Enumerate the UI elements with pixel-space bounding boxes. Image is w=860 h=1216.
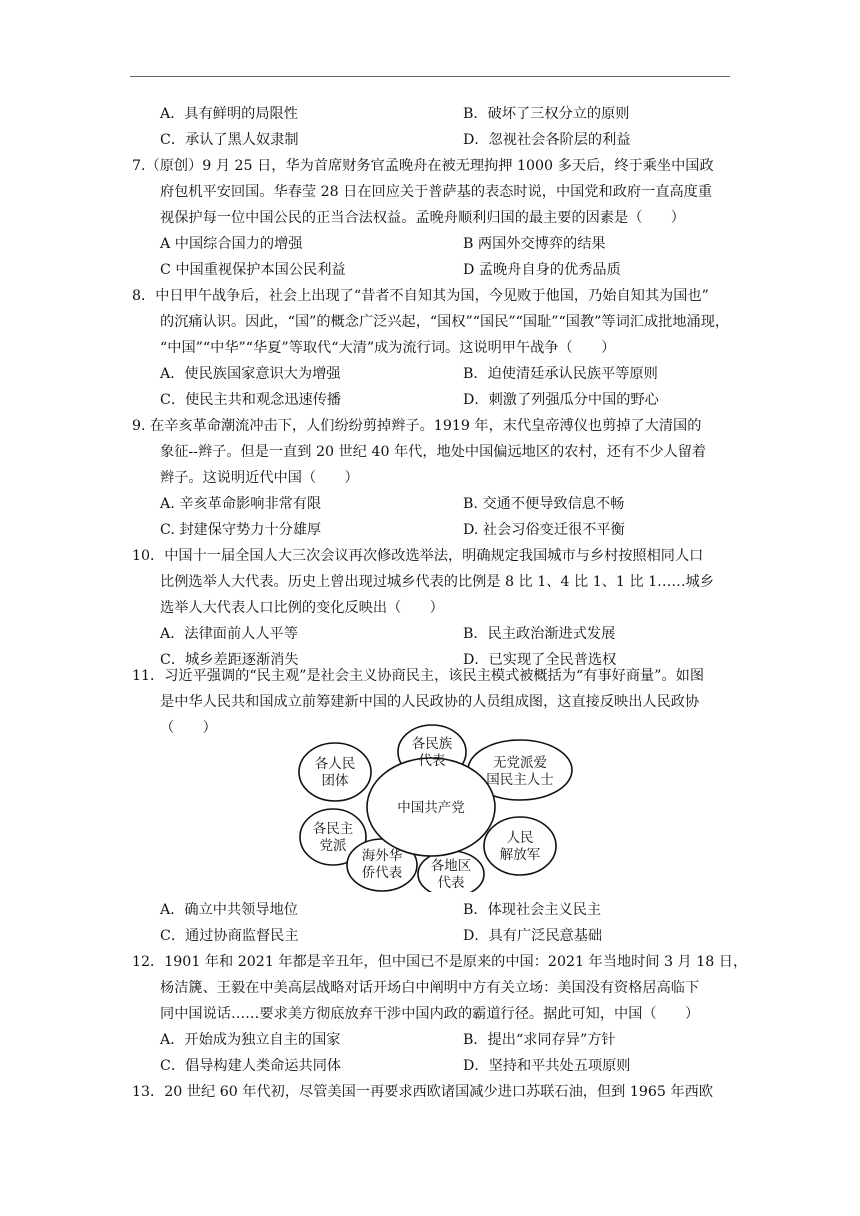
q9-option-c: C. 封建保守势力十分雄厚 — [160, 522, 322, 538]
q7-stem-line-1: 7.（原创）9 月 25 日，华为首席财务官孟晚舟在被无理拘押 1000 多天后，终于乘坐中国政 — [132, 158, 714, 174]
node-label-5b: 解放军 — [499, 847, 541, 863]
node-label-7a: 各地区 — [430, 858, 472, 874]
node-label-6a: 海外华 — [361, 848, 403, 864]
q10-stem-line-3: 选举人大代表人口比例的变化反映出（ ） — [160, 600, 444, 616]
q11-option-d: D．具有广泛民意基础 — [463, 928, 603, 944]
q12-stem-line-2: 杨洁篪、王毅在中美高层战略对话开场白中阐明中方有关立场：美国没有资格居高临下 — [160, 980, 700, 996]
q7-option-b: B 两国外交博弈的结果 — [463, 236, 606, 252]
q11-stem-line-3: （ ） — [160, 720, 217, 736]
q8-option-c: C．使民主共和观念迅速传播 — [160, 392, 342, 408]
q6-option-b: B．破坏了三权分立的原则 — [463, 106, 630, 122]
q9-stem-line-1: 9. 在辛亥革命潮流冲击下，人们纷纷剪掉辫子。1919 年，末代皇帝溥仪也剪掉了大清国的 — [132, 418, 702, 434]
q10-option-b: B．民主政治渐进式发展 — [463, 626, 616, 642]
q6-option-a: A．具有鲜明的局限性 — [160, 106, 298, 122]
node-label-4b: 党派 — [319, 838, 347, 854]
cppcc-composition-diagram — [290, 722, 580, 892]
q11-option-c: C．通过协商监督民主 — [160, 928, 299, 944]
q8-stem-line-2: 的沉痛认识。因此，“国”的概念广泛兴起，“国权”“国民”“国耻”“国教”等词汇成批地涌现， — [160, 314, 730, 330]
q9-stem-line-3: 辫子。这说明近代中国（ ） — [160, 470, 359, 486]
node-label-2b: 代表 — [418, 753, 446, 769]
q11-stem-line-1: 11．习近平强调的“民主观”是社会主义协商民主，该民主模式被概括为“有事好商量”。如图 — [132, 668, 705, 684]
q10-option-c: C．城乡差距逐渐消失 — [160, 652, 299, 668]
q9-option-a: A. 辛亥革命影响非常有限 — [160, 496, 322, 512]
q8-option-b: B．迫使清廷承认民族平等原则 — [463, 366, 658, 382]
q11-option-b: B．体现社会主义民主 — [463, 902, 602, 918]
q9-option-b: B. 交通不便导致信息不畅 — [463, 496, 625, 512]
q8-stem-line-1: 8．中日甲午战争后，社会上出现了“昔者不自知其为国，今见败于他国，乃始自知其为国也” — [132, 288, 709, 304]
q7-option-a: A 中国综合国力的增强 — [160, 236, 303, 252]
q11-option-a: A．确立中共领导地位 — [160, 902, 298, 918]
node-label-2a: 各民族 — [411, 736, 453, 752]
q7-option-d: D 孟晚舟自身的优秀品质 — [463, 262, 621, 278]
q7-stem-line-2: 府包机平安回国。华春莹 28 日在回应关于普萨基的表态时说，中国党和政府一直高度重 — [160, 184, 713, 200]
header-rule — [130, 76, 730, 77]
node-label-6b: 侨代表 — [361, 865, 403, 881]
node-label-4a: 各民主 — [312, 821, 354, 837]
q12-option-a: A．开始成为独立自主的国家 — [160, 1032, 341, 1048]
q8-option-a: A．使民族国家意识大为增强 — [160, 366, 341, 382]
node-circle-pla — [484, 817, 556, 875]
center-label: 中国共产党 — [397, 800, 465, 816]
node-label-5a: 人民 — [506, 830, 534, 846]
q12-option-b: B．提出“求同存异”方针 — [463, 1032, 616, 1048]
node-label-3a: 无党派爱 — [493, 755, 547, 771]
q8-option-d: D．刺激了列强瓜分中国的野心 — [463, 392, 659, 408]
q10-option-d: D．已实现了全民普选权 — [463, 652, 617, 668]
q12-stem-line-3: 同中国说话……要求美方彻底放弃干涉中国内政的霸道行径。据此可知，中国（ ） — [160, 1006, 700, 1022]
node-label-7b: 代表 — [437, 875, 465, 891]
q11-stem-line-2: 是中华人民共和国成立前筹建新中国的人民政协的人员组成图，这直接反映出人民政协 — [160, 694, 700, 710]
node-circle-people-groups — [299, 743, 371, 801]
q12-option-d: D．坚持和平共处五项原则 — [463, 1058, 631, 1074]
q12-option-c: C．倡导构建人类命运共同体 — [160, 1058, 342, 1074]
q9-stem-line-2: 象征--辫子。但是一直到 20 世纪 40 年代，地处中国偏远地区的农村，还有不少人留着 — [160, 444, 707, 460]
node-label-1a: 各人民 — [314, 756, 356, 772]
q7-option-c: C 中国重视保护本国公民利益 — [160, 262, 346, 278]
q9-option-d: D. 社会习俗变迁很不平衡 — [463, 522, 625, 538]
q10-stem-line-2: 比例选举人大代表。历史上曾出现过城乡代表的比例是 8 比 1、4 比 1、1 比 1……城乡 — [160, 574, 714, 590]
q13-stem-line-1: 13．20 世纪 60 年代初，尽管美国一再要求西欧诸国减少进口苏联石油，但到 1965 年西欧 — [132, 1084, 714, 1100]
q6-option-c: C．承认了黑人奴隶制 — [160, 132, 299, 148]
node-label-1b: 团体 — [321, 773, 349, 789]
q7-stem-line-3: 视保护每一位中国公民的正当合法权益。孟晚舟顺利归国的最主要的因素是（ ） — [160, 210, 685, 226]
q10-option-a: A．法律面前人人平等 — [160, 626, 298, 642]
q6-option-d: D．忽视社会各阶层的利益 — [463, 132, 631, 148]
node-label-3b: 国民主人士 — [486, 772, 554, 788]
q12-stem-line-1: 12．1901 年和 2021 年都是辛丑年，但中国已不是原来的中国：2021 年当地时间 3 月 18 日， — [132, 954, 748, 970]
q8-stem-line-3: “中国”“中华”“华夏”等取代“大清”成为流行词。这说明甲午战争（ ） — [160, 340, 616, 356]
q10-stem-line-1: 10．中国十一届全国人大三次会议再次修改选举法，明确规定我国城市与乡村按照相同人口 — [132, 548, 704, 564]
